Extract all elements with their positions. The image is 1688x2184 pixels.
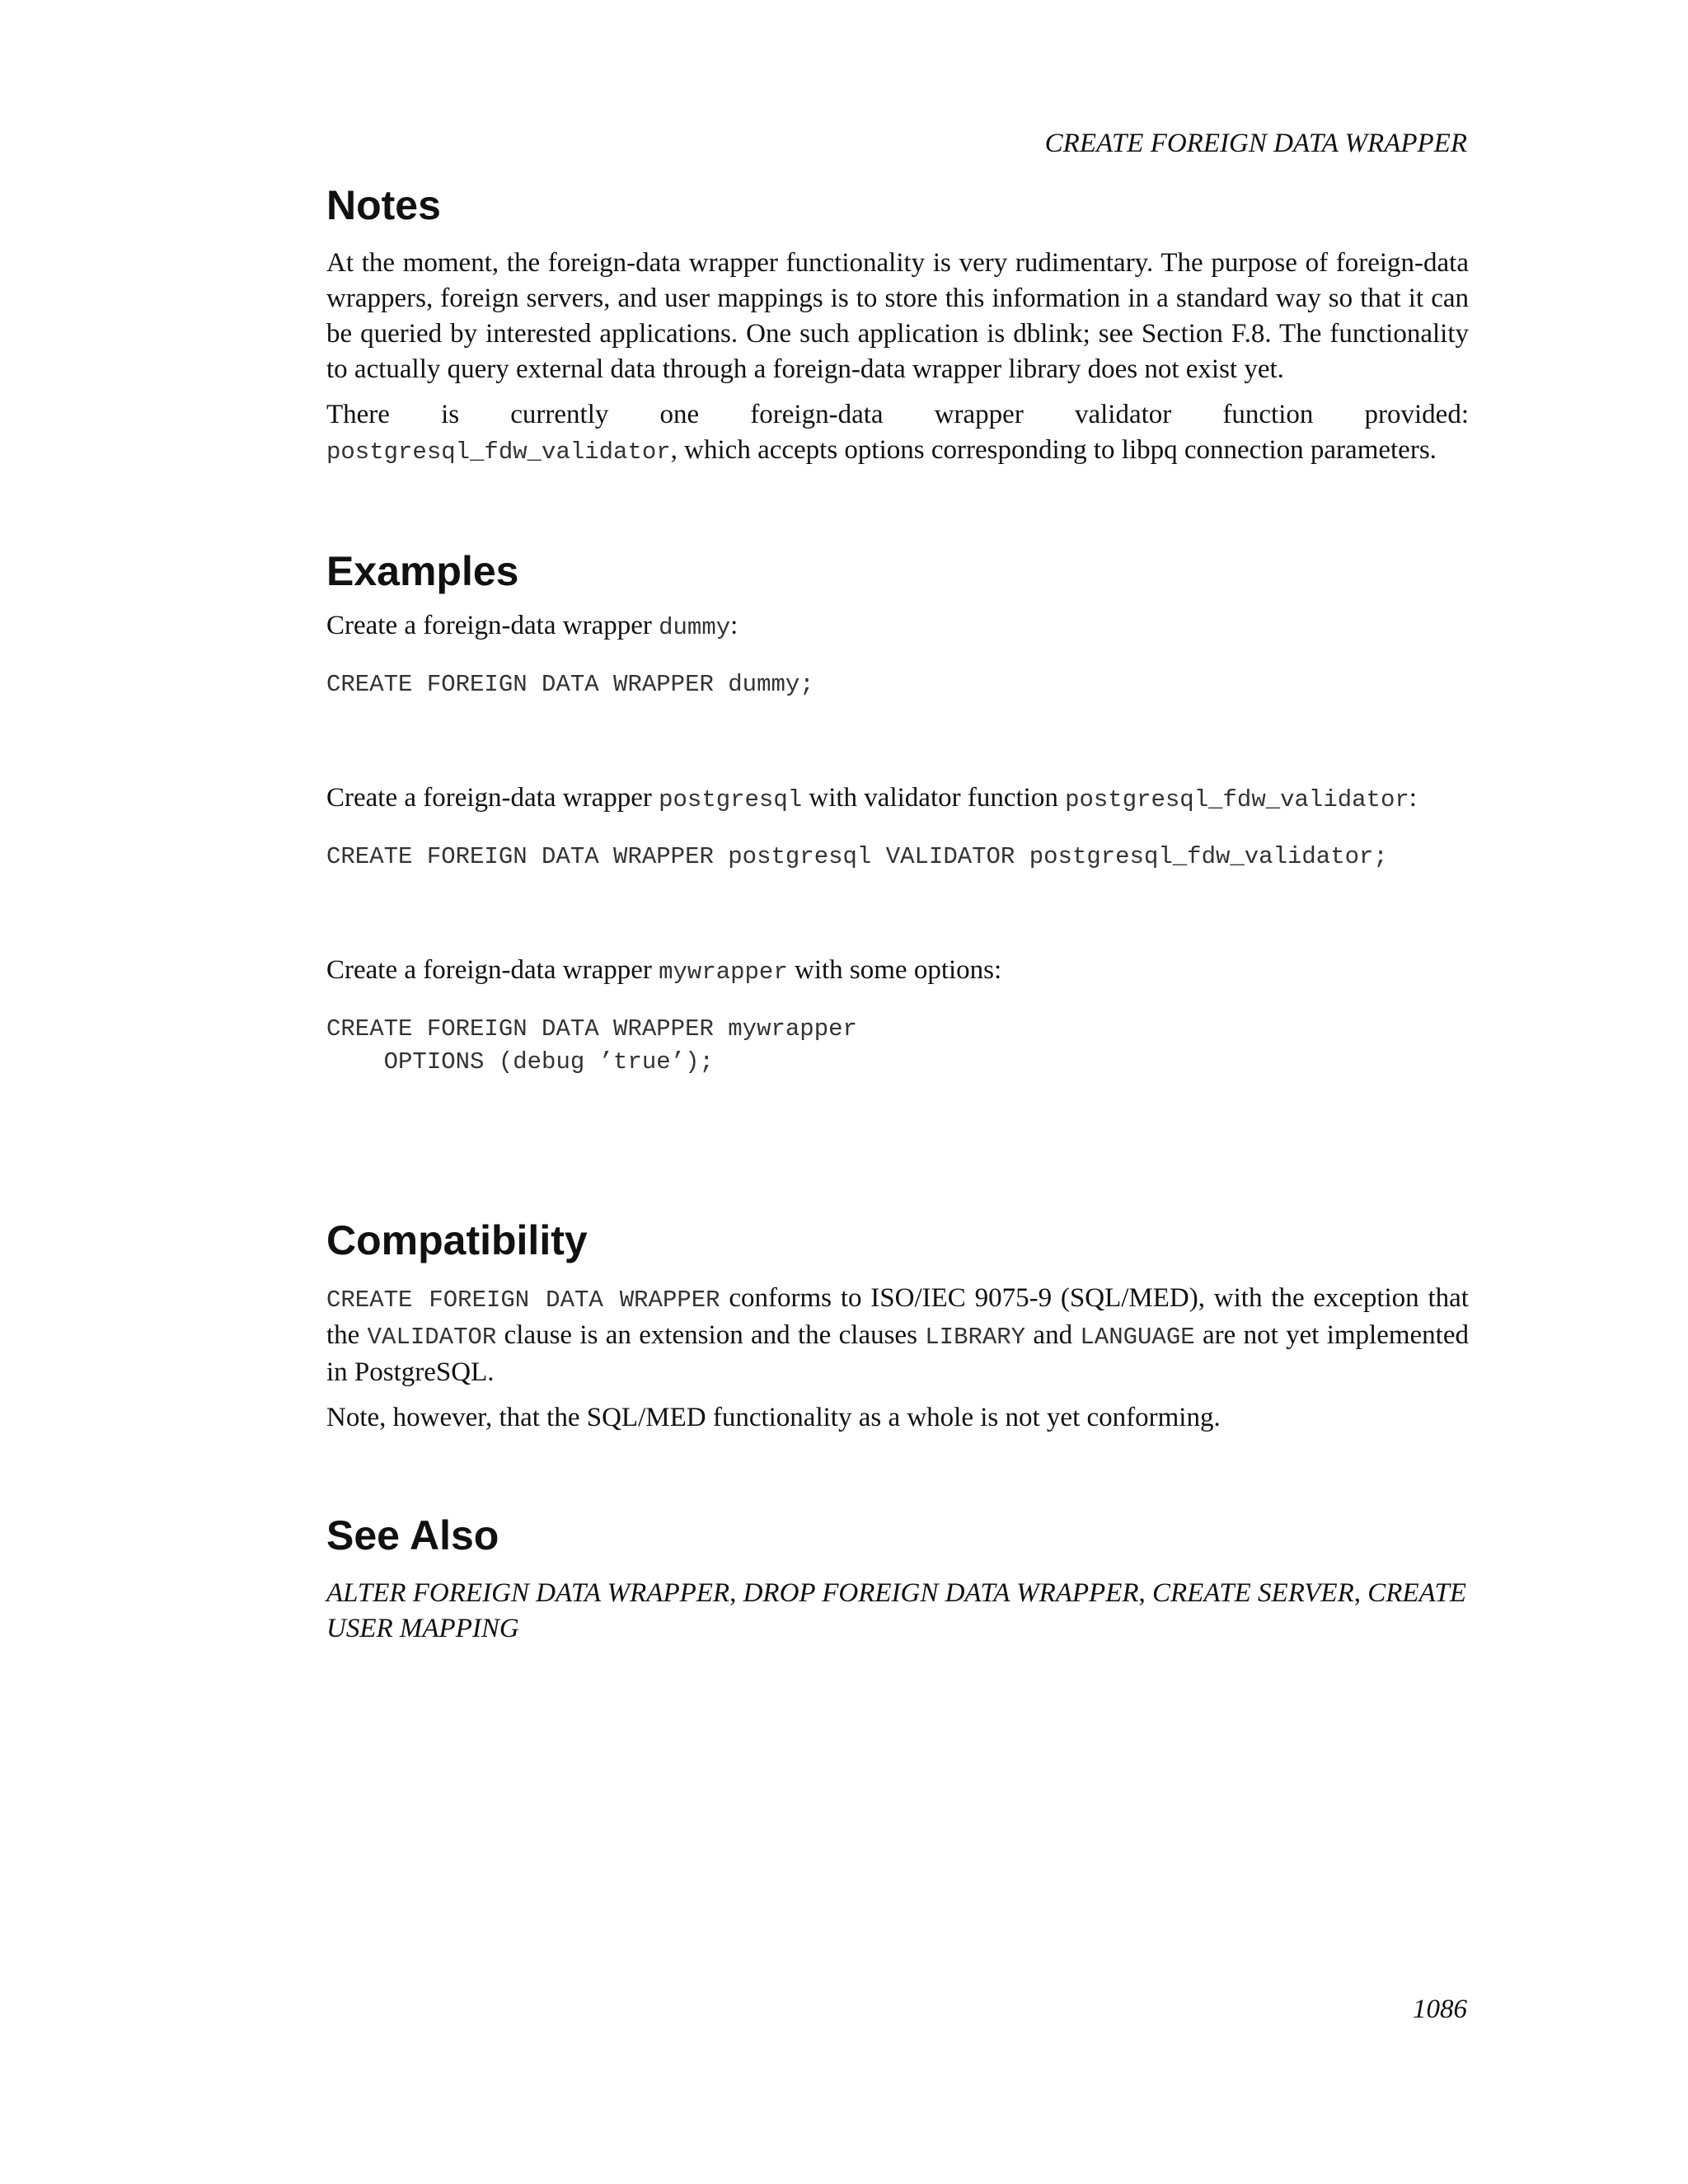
example-3-text-1: Create a foreign-data wrapper — [326, 955, 659, 985]
notes-p2-text-2: , which accepts options corresponding to libpq connection parameters. — [670, 435, 1437, 465]
section-see-also — [326, 1508, 1469, 1647]
example-3-inline-code: mywrapper — [659, 958, 788, 986]
compatibility-paragraph-1 — [326, 1281, 1469, 1390]
example-2-text-1: Create a foreign-data wrapper — [326, 783, 659, 813]
example-1-text-1: Create a foreign-data wrapper — [326, 611, 659, 640]
example-2-inline-code-1: postgresql — [659, 786, 803, 813]
example-1-description — [326, 608, 1469, 645]
see-also-links — [326, 1576, 1469, 1647]
see-also-separator-2: , — [1138, 1578, 1153, 1608]
section-compatibility — [326, 1213, 1469, 1436]
example-2-text-2: with validator function — [802, 783, 1066, 813]
see-also-separator-1: , — [729, 1578, 743, 1608]
example-2-inline-code-2: postgresql_fdw_validator — [1065, 786, 1409, 813]
notes-paragraph-1: At the moment, the foreign-data wrapper functionality is very rudimentary. The purpose of foreign-data wrappers, foreign servers, and user mappings is to store this information in a standard way so that it can be queried by interested applications. One such application is dblink; see Section F.8. The functionality to actually query external data through a foreign-data wrapper library does not exist yet. — [326, 248, 1469, 384]
compat-code-4: LANGUAGE — [1080, 1324, 1195, 1351]
see-also-separator-3: , — [1353, 1578, 1368, 1608]
compat-text-4: are not yet implemented in PostgreSQL. — [326, 1320, 1469, 1387]
example-3-code-block: CREATE FOREIGN DATA WRAPPER mywrapper OPTIONS (debug ’true’); — [326, 1015, 857, 1076]
section-examples — [326, 544, 1469, 1079]
see-also-link-create-user-mapping[interactable]: CREATE USER MAPPING — [326, 1578, 1467, 1643]
example-3-description — [326, 953, 1469, 990]
example-2-text-3: : — [1409, 783, 1417, 813]
see-also-link-create-server[interactable]: CREATE SERVER — [1152, 1578, 1354, 1608]
page-number: 1086 — [1413, 1994, 1467, 2024]
example-1-text-2: : — [730, 611, 738, 640]
running-header: CREATE FOREIGN DATA WRAPPER — [1044, 129, 1467, 158]
validator-function-code: postgresql_fdw_validator — [326, 438, 671, 466]
section-notes — [326, 178, 1469, 470]
compat-code-1: CREATE FOREIGN DATA WRAPPER — [326, 1286, 720, 1314]
example-3-text-2: with some options: — [787, 955, 1002, 985]
notes-heading: Notes — [326, 182, 441, 228]
compatibility-paragraph-2: Note, however, that the SQL/MED functionality as a whole is not yet conforming. — [326, 1403, 1221, 1432]
example-1-code-block: CREATE FOREIGN DATA WRAPPER dummy; — [326, 671, 814, 698]
compatibility-heading: Compatibility — [326, 1217, 588, 1263]
see-also-link-drop-fdw[interactable]: DROP FOREIGN DATA WRAPPER — [743, 1578, 1139, 1608]
compat-text-3: and — [1025, 1320, 1081, 1350]
compat-text-2: clause is an extension and the clauses — [496, 1320, 926, 1350]
see-also-link-alter-fdw[interactable]: ALTER FOREIGN DATA WRAPPER — [326, 1578, 730, 1608]
example-2-description — [326, 780, 1469, 818]
examples-heading: Examples — [326, 548, 519, 594]
compat-text-1: conforms to ISO/IEC 9075-9 (SQL/MED), with the exception that the — [326, 1283, 1469, 1350]
see-also-heading: See Also — [326, 1512, 499, 1558]
example-1-inline-code: dummy — [659, 614, 731, 641]
example-2-code-block: CREATE FOREIGN DATA WRAPPER postgresql VALIDATOR postgresql_fdw_validator; — [326, 843, 1388, 870]
notes-paragraph-2 — [326, 397, 1469, 470]
compat-code-3: LIBRARY — [925, 1324, 1026, 1351]
compat-code-2: VALIDATOR — [367, 1324, 497, 1351]
notes-p2-text-1: There is currently one foreign-data wrapper validator function provided: — [326, 400, 1469, 429]
